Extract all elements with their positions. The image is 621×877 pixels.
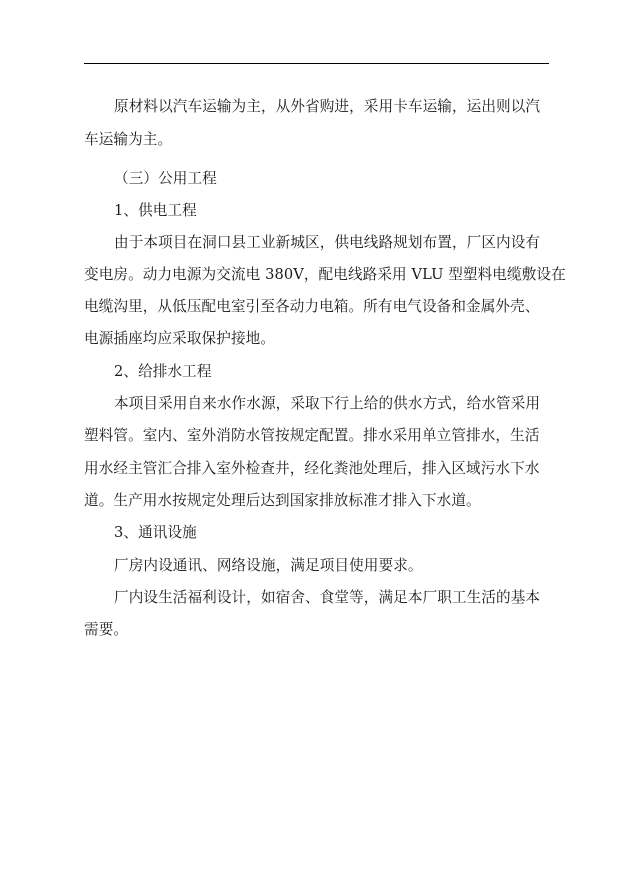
text-line: 塑料管。室内、室外消防水管按规定配置。排水采用单立管排水，生活	[84, 427, 540, 444]
subheading-power-supply: 1、供电工程	[114, 202, 197, 219]
subheading-water-supply: 2、给排水工程	[114, 363, 212, 380]
text-line: 原材料以汽车运输为主，从外省购进，采用卡车运输，运出则以汽	[114, 98, 541, 115]
text-line: 电源插座均应采取保护接地。	[84, 330, 276, 347]
text-line: 变电房。动力电源为交流电 380V，配电线路采用 VLU 型塑料电缆敷设在	[84, 266, 566, 283]
text-line: 厂房内设通讯、网络设施，满足项目使用要求。	[114, 557, 423, 574]
text-line: 车运输为主。	[84, 131, 173, 148]
header-rule	[84, 63, 549, 64]
text-line: 由于本项目在洞口县工业新城区，供电线路规划布置，厂区内设有	[114, 234, 541, 251]
text-line: 厂内设生活福利设计，如宿舍、食堂等，满足本厂职工生活的基本	[114, 589, 541, 606]
text-line: 需要。	[84, 621, 129, 638]
section-heading-utilities: （三）公用工程	[114, 170, 217, 187]
text-line: 电缆沟里，从低压配电室引至各动力电箱。所有电气设备和金属外壳、	[84, 298, 540, 315]
text-line: 本项目采用自来水作水源，采取下行上给的供水方式，给水管采用	[114, 395, 541, 412]
text-line: 道。生产用水按规定处理后达到国家排放标准才排入下水道。	[84, 492, 481, 509]
text-line: 用水经主管汇合排入室外检查井，经化粪池处理后，排入区域污水下水	[84, 460, 540, 477]
subheading-communications: 3、通讯设施	[114, 524, 197, 541]
